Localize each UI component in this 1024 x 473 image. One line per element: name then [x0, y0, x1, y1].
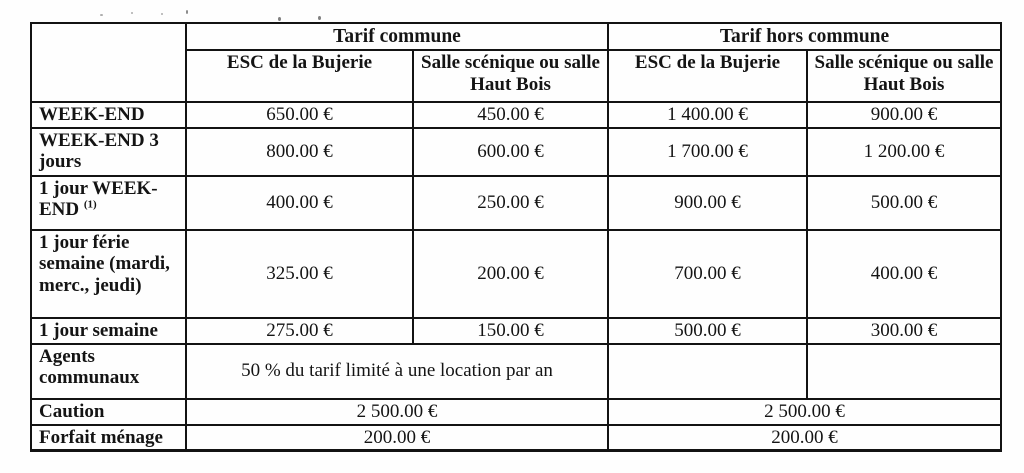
- cell-value: 300.00 €: [807, 318, 1001, 344]
- col-header-salle-scenique-hors-commune: Salle scénique ou salle Haut Bois: [807, 50, 1001, 102]
- table-row: [31, 102, 1001, 128]
- row-label: 1 jour WEEK-END $^{(1)}$: [31, 176, 186, 230]
- cell-value: 150.00 €: [413, 318, 608, 344]
- scan-speck: [161, 13, 163, 15]
- group-header-tarif-hors-commune: Tarif hors commune: [608, 23, 1001, 50]
- scan-speck: [278, 17, 281, 21]
- col-header-esc-bujerie-hors-commune: ESC de la Bujerie: [608, 50, 807, 102]
- header-group-row: [31, 23, 1001, 50]
- corner-cell: [31, 23, 186, 102]
- row-label: WEEK-END 3 jours: [31, 128, 186, 176]
- row-label: 1 jour férie semaine (mardi, merc., jeudi): [31, 230, 186, 318]
- row-label: Caution: [31, 399, 186, 425]
- cell-value: 250.00 €: [413, 176, 608, 230]
- cell-value: 400.00 €: [807, 230, 1001, 318]
- cell-value: 1 200.00 €: [807, 128, 1001, 176]
- row-label: WEEK-END: [31, 102, 186, 128]
- cell-value: 325.00 €: [186, 230, 413, 318]
- cell-value: 650.00 €: [186, 102, 413, 128]
- cell-value: 200.00 €: [413, 230, 608, 318]
- cell-value: 500.00 €: [807, 176, 1001, 230]
- scan-speck: [131, 12, 133, 14]
- cell-value: 2 500.00 €: [608, 399, 1001, 425]
- row-label: Forfait ménage: [31, 425, 186, 451]
- cell-value: 700.00 €: [608, 230, 807, 318]
- table-row: [31, 425, 1001, 451]
- cell-value: 275.00 €: [186, 318, 413, 344]
- table-row: [31, 399, 1001, 425]
- scan-speck: [318, 16, 321, 20]
- group-header-tarif-commune: Tarif commune: [186, 23, 608, 50]
- col-header-esc-bujerie-commune: ESC de la Bujerie: [186, 50, 413, 102]
- tariff-table: [30, 22, 1002, 452]
- cell-value: 800.00 €: [186, 128, 413, 176]
- cell-value: 900.00 €: [807, 102, 1001, 128]
- cell-value: 1 400.00 €: [608, 102, 807, 128]
- col-header-salle-scenique-commune: Salle scénique ou salle Haut Bois: [413, 50, 608, 102]
- cell-value: 400.00 €: [186, 176, 413, 230]
- cell-value: [807, 344, 1001, 399]
- cell-value: 500.00 €: [608, 318, 807, 344]
- cell-value: [608, 344, 807, 399]
- table-body: [31, 102, 1001, 451]
- table-row: [31, 318, 1001, 344]
- cell-value: 600.00 €: [413, 128, 608, 176]
- table-header: [31, 23, 1001, 102]
- table-row: [31, 344, 1001, 399]
- cell-value: 900.00 €: [608, 176, 807, 230]
- row-label: 1 jour semaine: [31, 318, 186, 344]
- cell-value: 50 % du tarif limité à une location par an: [186, 344, 608, 399]
- table-row: [31, 128, 1001, 176]
- scan-speck: [100, 14, 103, 16]
- table-row: [31, 230, 1001, 318]
- cell-value: 450.00 €: [413, 102, 608, 128]
- table-row: [31, 176, 1001, 230]
- cell-value: 1 700.00 €: [608, 128, 807, 176]
- scan-speck: [186, 10, 188, 14]
- footnote-ref: (1): [83, 198, 97, 211]
- row-label: Agents communaux: [31, 344, 186, 399]
- cell-value: 200.00 €: [608, 425, 1001, 451]
- cell-value: 2 500.00 €: [186, 399, 608, 425]
- cell-value: 200.00 €: [186, 425, 608, 451]
